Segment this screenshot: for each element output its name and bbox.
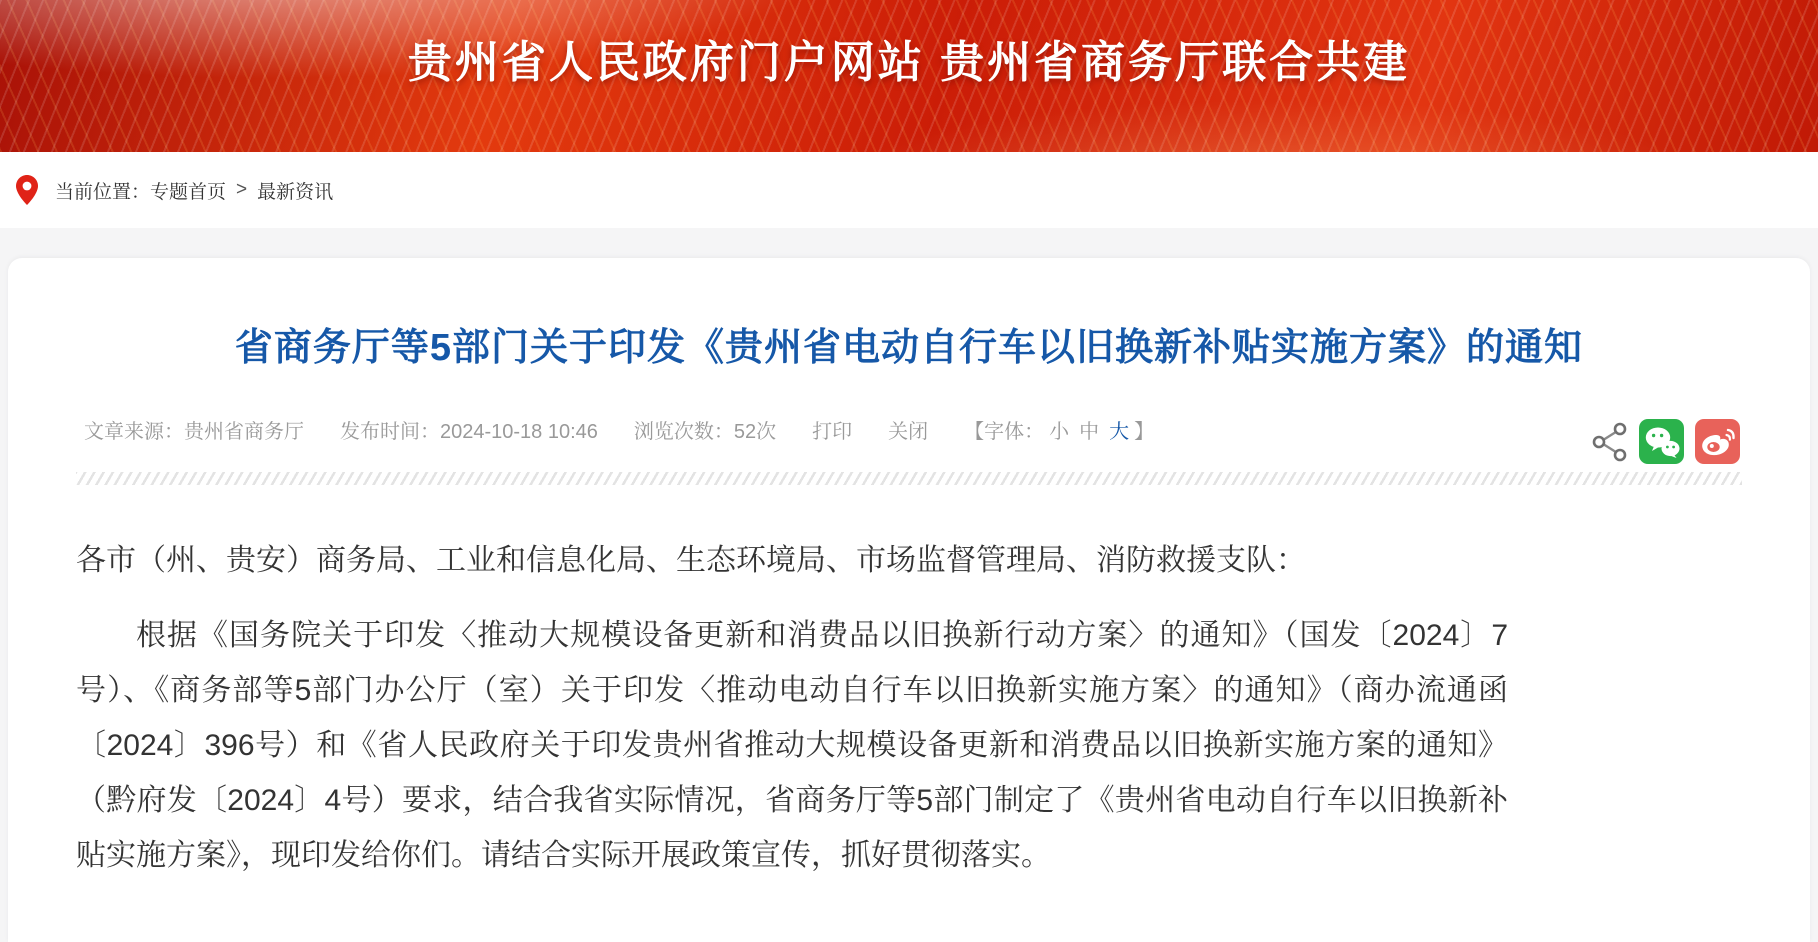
print-button[interactable]: 打印 xyxy=(812,421,853,443)
font-size-prefix: 【字体： xyxy=(964,421,1045,443)
font-size-small-button[interactable]: 小 xyxy=(1049,421,1070,443)
article-source-value: 贵州省商务厅 xyxy=(184,421,304,443)
wechat-share-icon[interactable] xyxy=(1639,419,1684,464)
font-size-control xyxy=(964,415,1154,444)
weibo-share-icon[interactable] xyxy=(1695,419,1740,464)
breadcrumb xyxy=(0,152,1818,228)
article-source-label: 文章来源： xyxy=(84,421,184,443)
page-lower-section xyxy=(0,228,1818,942)
font-size-suffix: 】 xyxy=(1134,421,1155,443)
font-size-large-button[interactable]: 大 xyxy=(1109,421,1130,443)
article-card xyxy=(8,258,1810,942)
publish-time xyxy=(340,415,598,444)
article-paragraph-main: 根据《国务院关于印发〈推动大规模设备更新和消费品以旧换新行动方案〉的通知》（国发〔2024〕7号）、《商务部等5部门办公厅（室）关于印发〈推动电动自行车以旧换新实施方案〉的通知》（商办流通函〔2024〕396号）和《省人民政府关于印发贵州省推动大规模设备更新和消费品以旧换新实施方案的通知》（黔府发〔2024〕4号）要求，结合我省实际情况，省商务厅等5部门制定了《贵州省电动自行车以旧换新补贴实施方案》，现印发给你们。请结合实际开展政策宣传，抓好贯彻落实。 xyxy=(76,619,1508,872)
share-nodes-icon[interactable] xyxy=(1591,422,1628,462)
view-count-value: 52次 xyxy=(733,421,777,443)
article-paragraph-salutation: 各市（州、贵安）商务局、工业和信息化局、生态环境局、市场监督管理局、消防救援支队： xyxy=(76,544,1306,577)
publish-time-value: 2024-10-18 10:46 xyxy=(440,421,598,443)
banner-title: 贵州省人民政府门户网站 贵州省商务厅联合共建 xyxy=(407,38,1411,87)
breadcrumb-home-link[interactable]: 专题首页 xyxy=(150,181,227,203)
close-button[interactable]: 关闭 xyxy=(888,421,929,443)
view-count-label: 浏览次数： xyxy=(633,421,734,443)
publish-time-label: 发布时间： xyxy=(340,421,440,443)
site-banner xyxy=(0,0,1818,152)
font-size-medium-button[interactable]: 中 xyxy=(1079,421,1100,443)
article-meta-row xyxy=(76,415,1742,444)
article-title: 省商务厅等5部门关于印发《贵州省电动自行车以旧换新补贴实施方案》的通知 xyxy=(234,327,1584,369)
share-toolbar xyxy=(1591,419,1740,464)
location-pin-icon xyxy=(15,174,39,206)
hatched-divider xyxy=(76,472,1742,485)
breadcrumb-label: 当前位置： xyxy=(55,181,151,203)
article-source xyxy=(84,415,304,444)
breadcrumb-separator: > xyxy=(236,179,248,200)
breadcrumb-news-link[interactable]: 最新资讯 xyxy=(257,181,334,203)
article-body xyxy=(76,533,1508,883)
view-count xyxy=(634,415,776,444)
